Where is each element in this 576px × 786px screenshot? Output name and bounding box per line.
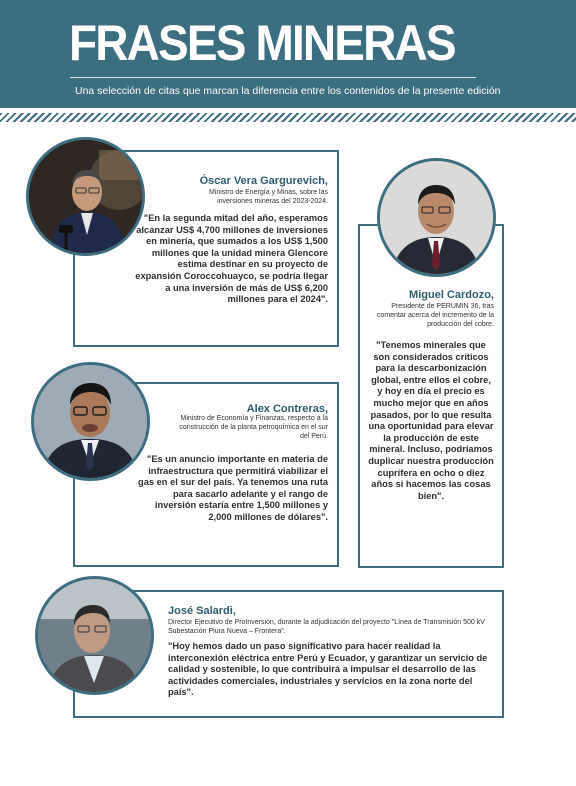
quote-role-contreras: Ministro de Economía y Finanzas, respecto a la construcción de la planta petroquímica en el sur del Perú. — [179, 415, 328, 440]
quote-role-cardozo: Presidente de PERUMIN 36, tras comentar acerca del incremento de la producción del cobre. — [376, 303, 494, 328]
page-subtitle: Una selección de citas que marcan la diferencia entre los contenidos de la presente edición — [75, 85, 501, 97]
avatar-salardi — [35, 576, 154, 695]
quote-name-vera: Óscar Vera Gargurevich, — [199, 175, 328, 187]
quote-role-salardi: Director Ejecutivo de ProInversión, durante la adjudicación del proyecto "Línea de Transmisión 500 kV Subestación Piura Nueva – Frontera". — [168, 619, 485, 635]
avatar-vera — [26, 137, 145, 256]
avatar-cardozo — [377, 158, 496, 277]
quote-text-vera: "En la segunda mitad del año, esperamos alcanzar US$ 4,700 millones de inversiones en minería, que sumados a los US$ 1,500 millones que la unidad minera Glencore estima destinar en su proyecto de expansión Coroccohuayco, se podría llegar a una inversión de más de US$ 6,200 millones para el 2024". — [135, 213, 328, 305]
header-banner — [0, 0, 576, 108]
quote-role-vera: Ministro de Energía y Minas, sobre las inversiones mineras del 2023-2024. — [208, 189, 328, 205]
portrait-vera-image — [29, 140, 142, 253]
title-divider — [70, 77, 476, 78]
hatch-divider — [0, 113, 576, 122]
quote-text-salardi: "Hoy hemos dado un paso significativo para hacer realidad la interconexión eléctrica entre Perú y Ecuador, y garantizar un servicio de calidad y sostenible, lo que contribuirá a impulsar el desarrollo de las actividades comerciales, industriales y servicios en la zona norte del país". — [168, 641, 488, 698]
quote-text-cardozo: "Tenemos minerales que son considerados críticos para la descarbonización global, entre ellos el cobre, y hoy en día el precio es mucho mejor que en años pasados, por lo que resulta una oportunidad para elevar la producción de este mineral. Incluso, podríamos duplicar nuestra producción cuprífera en ocho o diez años si hacemos las cosas bien". — [368, 340, 494, 501]
portrait-salardi-image — [38, 579, 151, 692]
portrait-contreras-image — [34, 365, 147, 478]
quote-name-contreras: Alex Contreras, — [246, 403, 328, 415]
quote-text-contreras: "Es un anuncio importante en materia de infraestructura que permitirá viabilizar el gas en el sur del país. Ya tenemos una ruta para sacarlo adelante y el rango de inversión estaría entre 1,500 millones y 2,000 millones de dólares". — [138, 454, 328, 522]
quote-name-salardi: José Salardi, — [168, 605, 236, 617]
page-title: FRASES MINERAS — [69, 15, 455, 71]
portrait-cardozo-image — [380, 161, 493, 274]
avatar-contreras — [31, 362, 150, 481]
quote-name-cardozo: Miguel Cardozo, — [409, 289, 494, 301]
